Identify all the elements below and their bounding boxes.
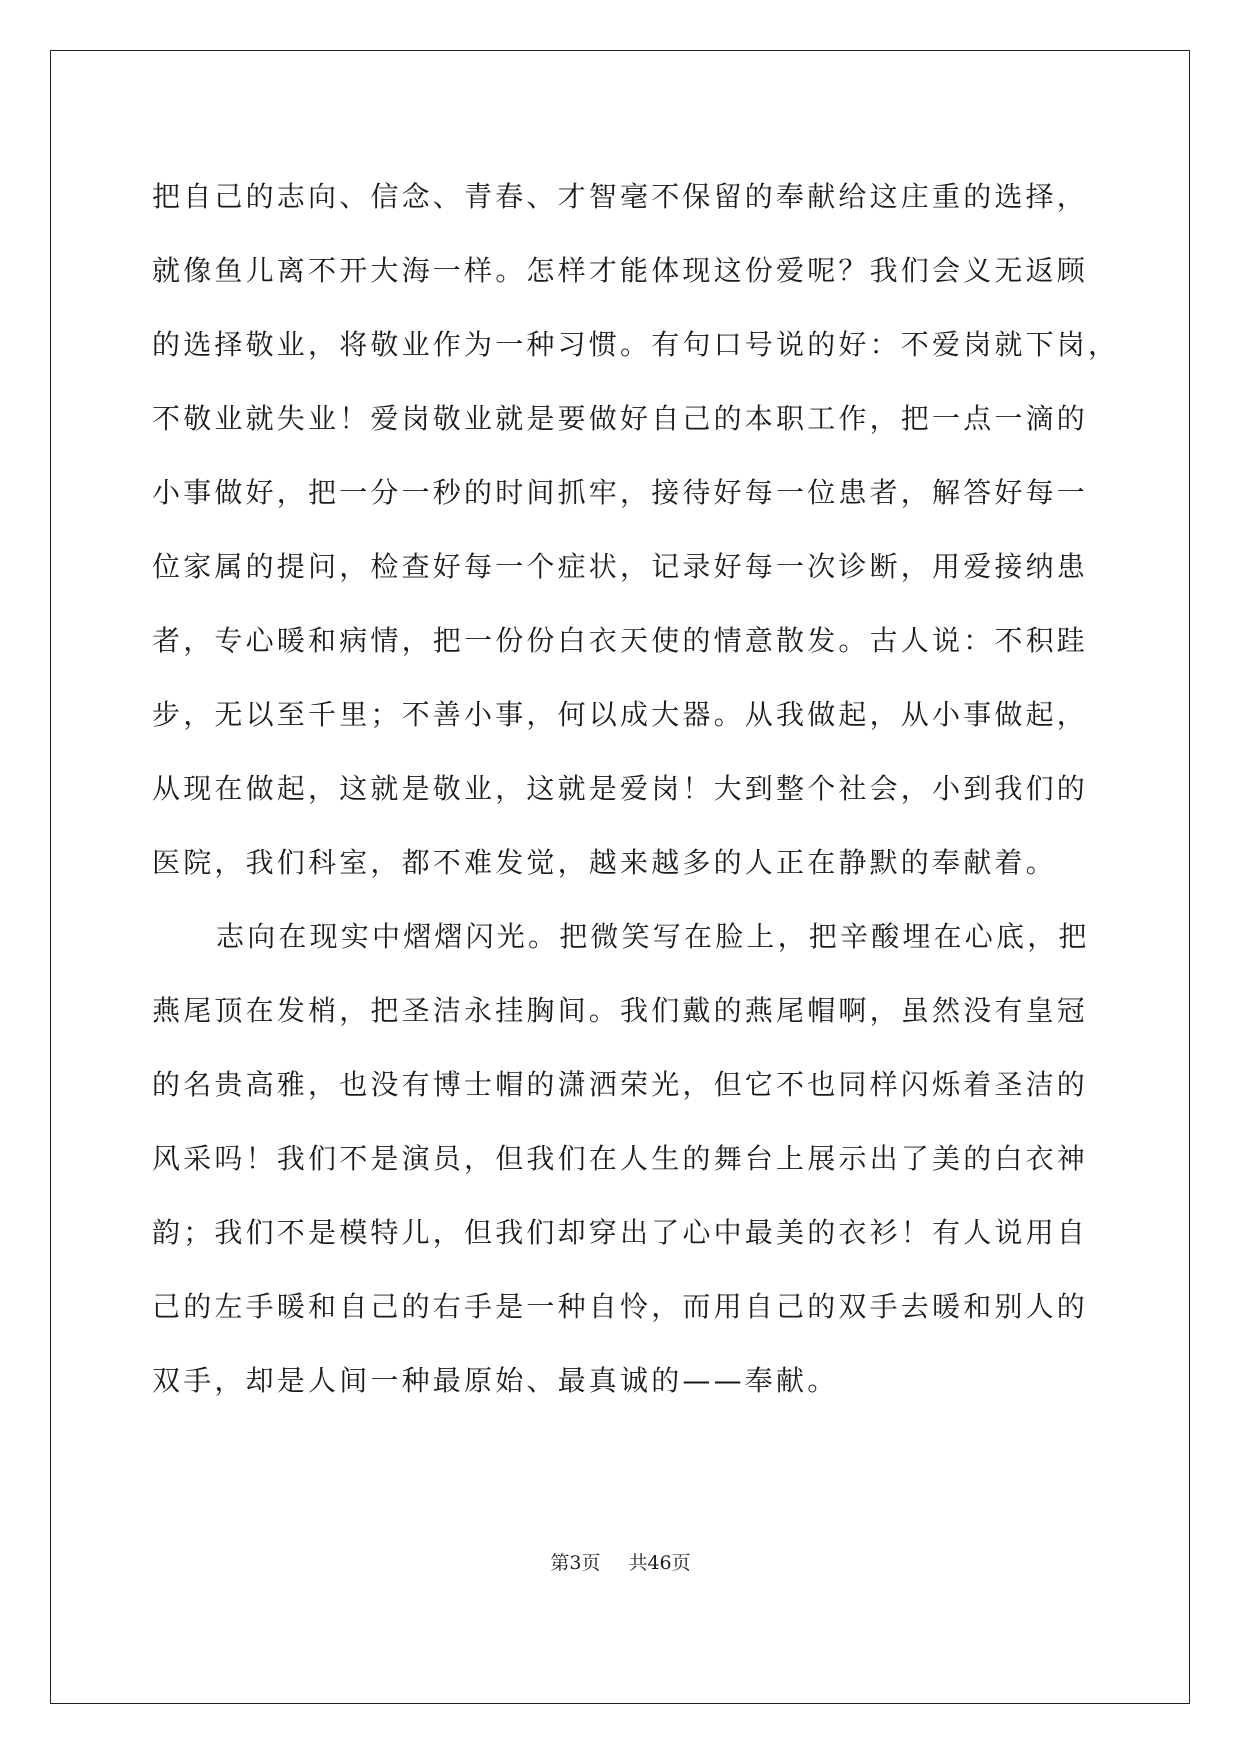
text-line: 风采吗！我们不是演员，但我们在人生的舞台上展示出了美的白衣神 xyxy=(152,1142,1089,1175)
text-line: 韵；我们不是模特儿，但我们却穿出了心中最美的衣衫！有人说用自 xyxy=(152,1216,1089,1249)
paragraph-start-line: 志向在现实中熠熠闪光。把微笑写在脸上，把辛酸埋在心底，把 xyxy=(216,920,1090,953)
text-line: 医院，我们科室，都不难发觉，越来越多的人正在静默的奉献着。 xyxy=(152,846,1057,879)
text-line: 双手，却是人间一种最原始、最真诚的——奉献。 xyxy=(152,1364,839,1397)
text-line: 就像鱼儿离不开大海一样。怎样才能体现这份爱呢？我们会义无返顾 xyxy=(152,254,1089,287)
text-line: 的选择敬业，将敬业作为一种习惯。有句口号说的好：不爱岗就下岗， xyxy=(152,328,1120,361)
text-line: 燕尾顶在发梢，把圣洁永挂胸间。我们戴的燕尾帽啊，虽然没有皇冠 xyxy=(152,994,1089,1027)
text-line: 己的左手暖和自己的右手是一种自怜，而用自己的双手去暖和别人的 xyxy=(152,1290,1089,1323)
text-line: 从现在做起，这就是敬业，这就是爱岗！大到整个社会，小到我们的 xyxy=(152,772,1089,805)
text-line: 小事做好，把一分一秒的时间抓牢，接待好每一位患者，解答好每一 xyxy=(152,476,1089,509)
page-footer xyxy=(0,1548,1241,1575)
text-line: 位家属的提问，检查好每一个症状，记录好每一次诊断，用爱接纳患 xyxy=(152,550,1089,583)
text-line: 者，专心暖和病情，把一份份白衣天使的情意散发。古人说：不积跬 xyxy=(152,624,1089,657)
document-body xyxy=(152,160,1120,1418)
current-page-number: 第3页 xyxy=(550,1552,601,1574)
text-line: 把自己的志向、信念、青春、才智毫不保留的奉献给这庄重的选择， xyxy=(152,180,1089,213)
text-line: 的名贵高雅，也没有博士帽的潇洒荣光，但它不也同样闪烁着圣洁的 xyxy=(152,1068,1089,1101)
text-line: 不敬业就失业！爱岗敬业就是要做好自己的本职工作，把一点一滴的 xyxy=(152,402,1089,435)
total-page-count: 共46页 xyxy=(628,1552,691,1574)
text-line: 步，无以至千里；不善小事，何以成大器。从我做起，从小事做起， xyxy=(152,698,1089,731)
